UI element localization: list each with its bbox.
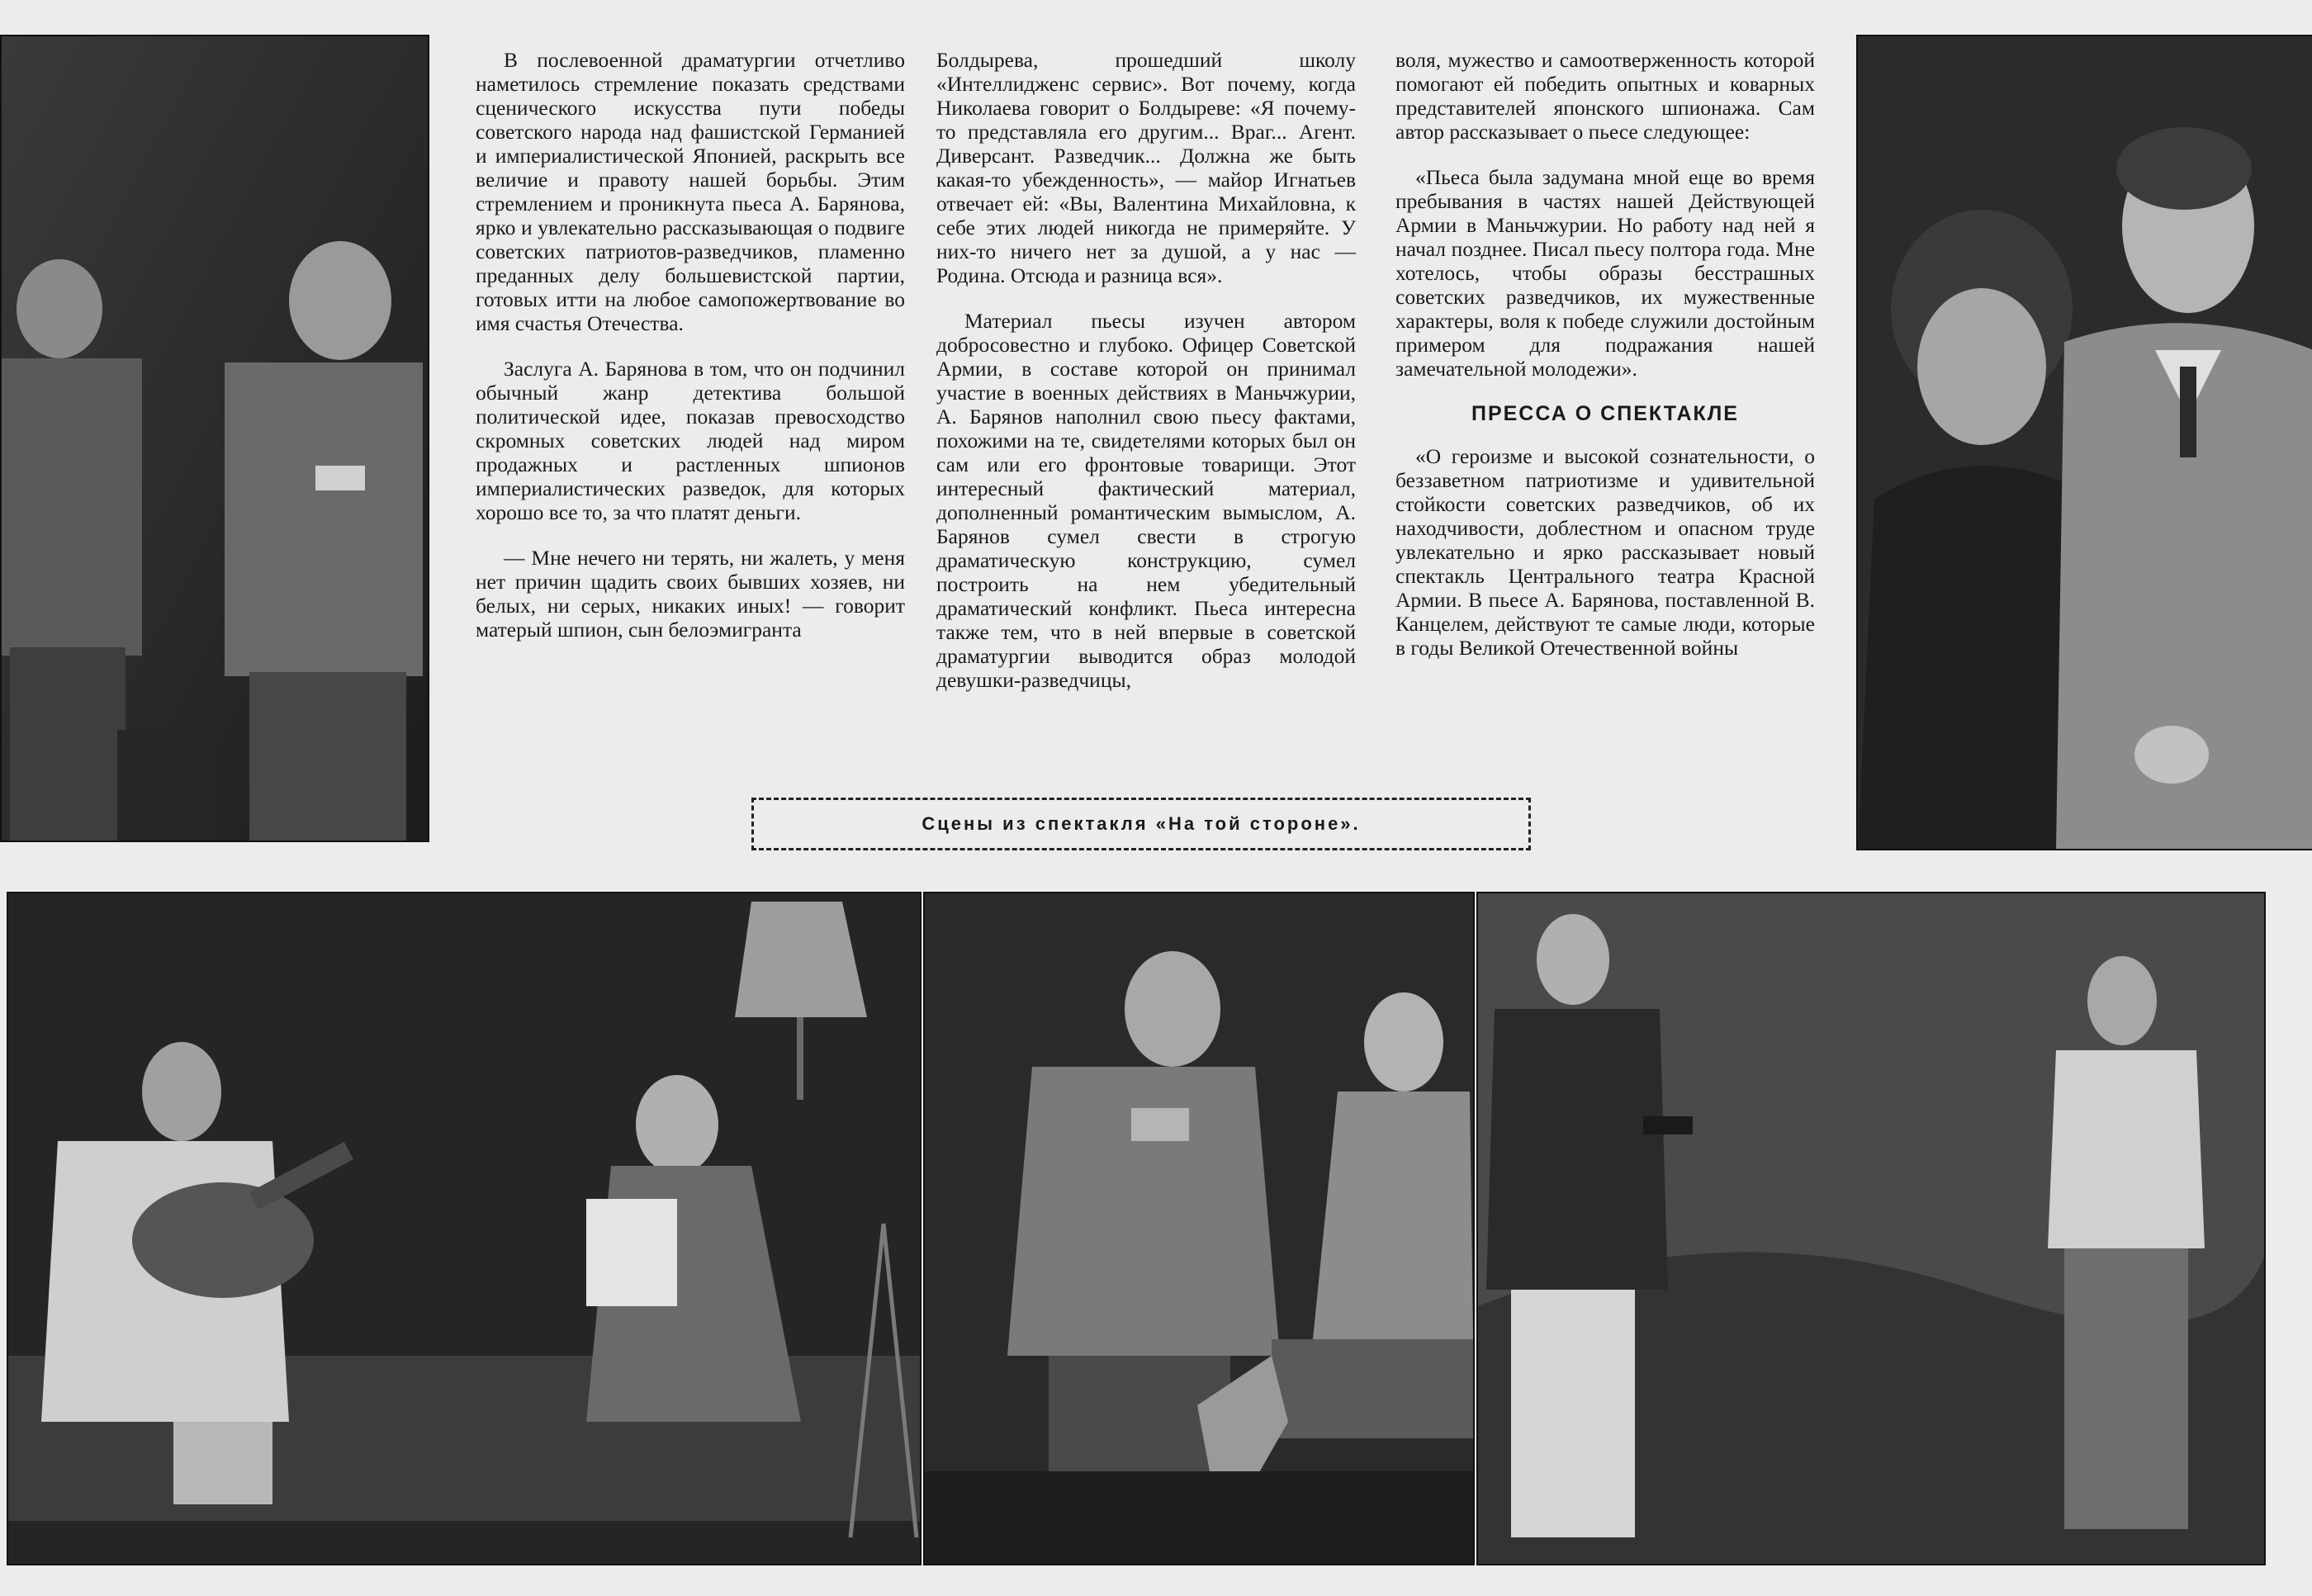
author-quote: «Пьеса была задумана мной еще во время пребывания в частях нашей Действующей Армии в Маньчжурии. Но работу над ней я начал позднее. Писал пьесу полтора года. Мне хотелось, чтобы образы бесстрашных советских разведчиков, их мужественные характеры, воля к победе служили достойным примером для подражания нашей замечательной молодежи».	[1395, 165, 1815, 381]
general-and-woman-image	[925, 893, 1473, 1564]
photo-caption: Сцены из спектакля «На той стороне».	[921, 813, 1361, 834]
guitar-scene-image	[8, 893, 920, 1564]
article-column-2	[936, 48, 1356, 713]
article-column-3	[1395, 48, 1815, 681]
paragraph: В послевоенной драматургии отчетливо наметилось стремление показать средствами сценического искусства пути победы советского народа над фашистской Германией и империалистической Японией, раскрыть все величие и правоту нашей борьбы. Этим стремлением и проникнута пьеса А. Барянова, ярко и увлекательно рассказывающая о подвиге советских патриотов-разведчиков, пламенно преданных делу большевистской партии, готовых итти на любое самопожертвование во имя счастья Отечества.	[476, 48, 905, 335]
paragraph: Материал пьесы изучен автором добросовестно и глубоко. Офицер Советской Армии, в составе которой он принимал участие в военных действиях в Маньчжурии, А. Барянов наполнил свою пьесу фактами, похожими на те, свидетелями которых был он сам или его фронтовые товарищи. Этот интересный фактический материал, дополненный романтическим вымыслом, А. Барянов сумел свести в строгую драматическую конструкцию, сумел построить на нем убедительный драматический конфликт. Пьеса интересна также тем, что в ней впервые в советской драматургии выводится образ молодой девушки-разведчицы,	[936, 309, 1356, 692]
two-officers-image	[2, 36, 428, 841]
paragraph: воля, мужество и самоотверженность которой помогают ей победить опытных и коварных представителей японского шпионажа. Сам автор рассказывает о пьесе следующее:	[1395, 48, 1815, 144]
photo-caption-box	[751, 798, 1531, 850]
section-heading: ПРЕССА О СПЕКТАКЛЕ	[1471, 402, 1739, 425]
press-quote: «О героизме и высокой сознательности, о беззаветном патриотизме и удивительной стойкости советских разведчиков, об их находчивости, доблестном и опасном труде увлекательно и ярко рассказывает новый спектакль Центрального театра Красной Армии. В пьесе А. Барянова, поставленной В. Канцелем, действуют те самые люди, которые в годы Великой Отечественной войны	[1395, 444, 1815, 660]
photo-two-officers	[0, 35, 429, 842]
article-column-1	[476, 48, 905, 663]
photo-general-and-woman	[923, 892, 1475, 1565]
couple-portrait-image	[1858, 36, 2312, 849]
photo-guitar-scene	[7, 892, 921, 1565]
photo-couple-portrait	[1856, 35, 2312, 850]
paragraph: Болдырева, прошедший школу «Интеллидженс сервис». Вот почему, когда Николаева говорит о Болдыреве: «Я почему-то представляла его другим... Враг... Агент. Диверсант. Разведчик... Должна же быть какая-то убежденность», — майор Игнатьев отвечает ей: «Вы, Валентина Михайловна, к себе этих людей никогда не примеряйте. У них-то ничего нет за душой, а у нас — Родина. Отсюда и разница вся».	[936, 48, 1356, 287]
pistol-scene-image	[1478, 893, 2264, 1564]
paragraph: — Мне нечего ни терять, ни жалеть, у меня нет причин щадить своих бывших хозяев, ни белых, ни серых, никаких иных! — говорит матерый шпион, сын белоэмигранта	[476, 546, 905, 642]
photo-pistol-scene	[1476, 892, 2266, 1565]
paragraph: Заслуга А. Барянова в том, что он подчинил обычный жанр детектива большой политической идее, показав превосходство скромных советских людей над миром продажных и растленных шпионов империалистических разведок, для которых хорошо все то, за что платят деньги.	[476, 357, 905, 524]
